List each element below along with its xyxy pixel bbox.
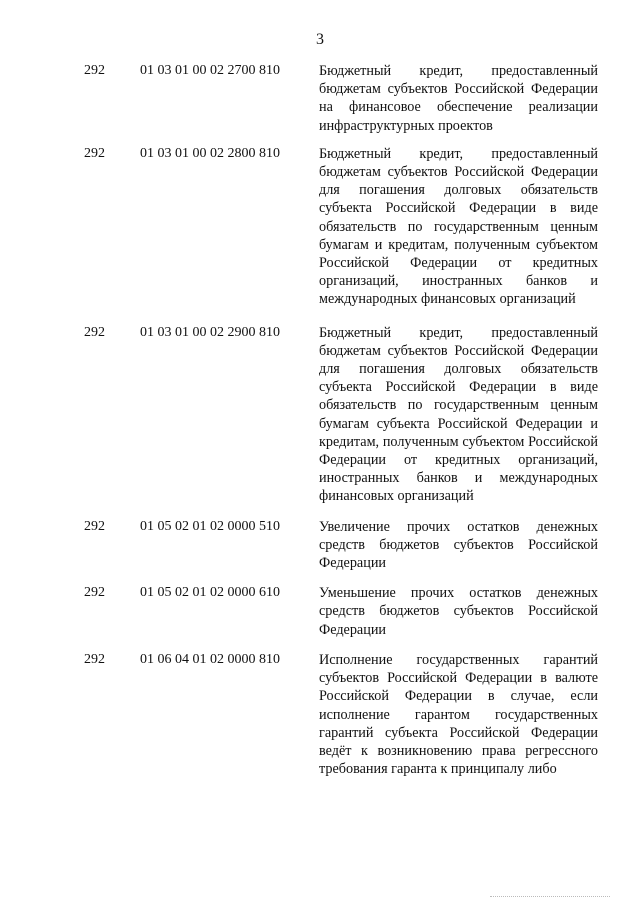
table-row [0, 145, 640, 309]
source-name: Исполнение государственных гарантий субъектов Российской Федерации в валюте Российской Федерации в случае, если исполнение гарантом государственных гарантий субъекта Российской Федерации ведёт к возникновению права регрессного требования гаранта к принципалу либо [319, 651, 598, 778]
source-name: Бюджетный кредит, предоставленный бюджетам субъектов Российской Федерации для погашения долговых обязательств субъекта Российской Федерации в виде обязательств по государственным ценным бумагам и кредитам, полученным субъектом Российской Федерации от кредитных организаций, иностранных банков и международных финансовых организаций [319, 145, 598, 308]
source-code: 01 05 02 01 02 0000 510 [140, 518, 280, 534]
admin-code: 292 [84, 518, 105, 534]
source-name: Бюджетный кредит, предоставленный бюджетам субъектов Российской Федерации для погашения долговых обязательств субъекта Российской Федерации в виде обязательств по государственным ценным бумагам субъекта Российской Федерации и кредитам, полученным субъектом Российской Федерации от кредитных организаций, иностранных банков и международных финансовых организаций [319, 324, 598, 505]
admin-code: 292 [84, 651, 105, 667]
table-row [0, 651, 640, 778]
source-name: Увеличение прочих остатков денежных средств бюджетов субъектов Российской Федерации [319, 518, 598, 572]
source-name: Уменьшение прочих остатков денежных средств бюджетов субъектов Российской Федерации [319, 585, 598, 638]
source-code: 01 03 01 00 02 2800 810 [140, 145, 280, 161]
admin-code: 292 [84, 145, 105, 161]
admin-code: 292 [84, 63, 105, 78]
table-row [0, 584, 640, 639]
page-number: 3 [316, 31, 324, 48]
sources-table [0, 62, 640, 778]
source-code: 01 03 01 00 02 2900 810 [140, 324, 280, 340]
source-code: 01 03 01 00 02 2700 810 [140, 63, 280, 78]
source-code: 01 05 02 01 02 0000 610 [140, 585, 280, 601]
admin-code: 292 [84, 324, 105, 340]
table-row [0, 62, 640, 135]
scan-artifact [490, 896, 610, 899]
table-row [0, 518, 640, 573]
source-name: Бюджетный кредит, предоставленный бюджетам субъектов Российской Федерации на финансовое обеспечение реализации инфраструктурных проектов [319, 63, 598, 134]
table-row [0, 324, 640, 506]
admin-code: 292 [84, 585, 105, 601]
source-code: 01 06 04 01 02 0000 810 [140, 651, 280, 667]
